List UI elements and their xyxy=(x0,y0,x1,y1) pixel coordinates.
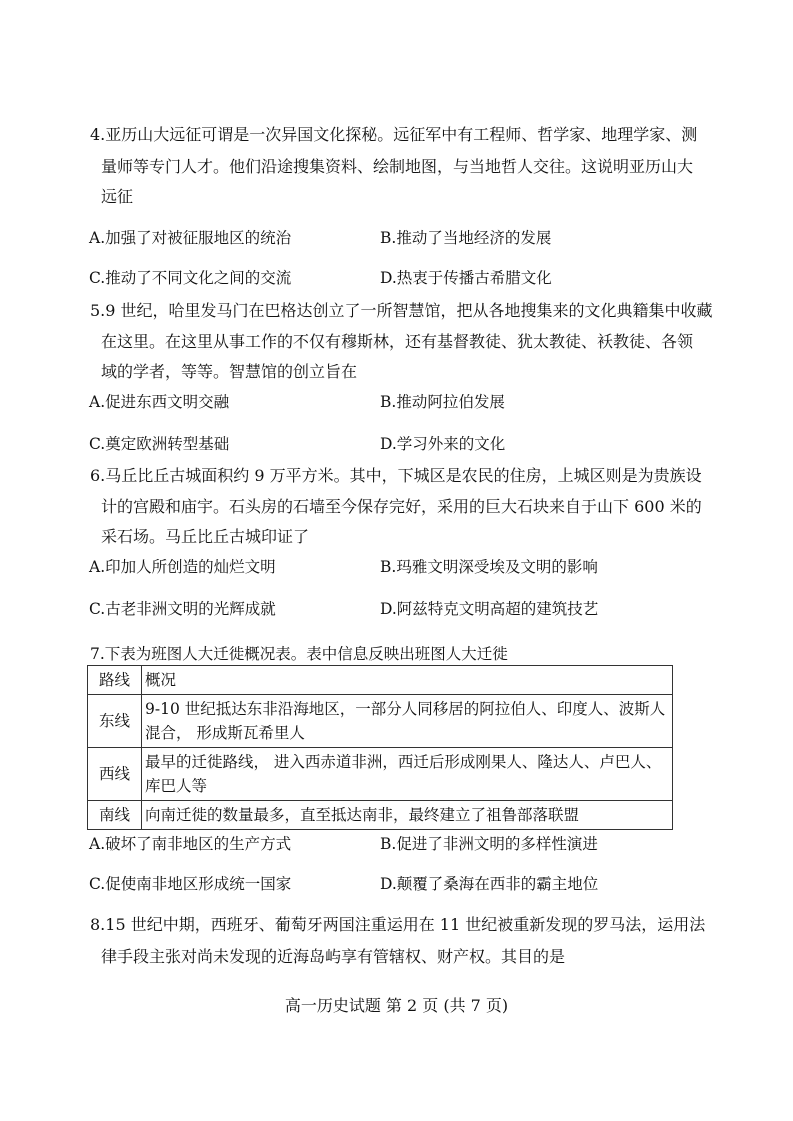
q6-option-b: B.玛雅文明深受埃及文明的影响 xyxy=(380,558,598,576)
q8-stem-line-1: 8.15 世纪中期，西班牙、葡萄牙两国注重运用在 11 世纪被重新发现的罗马法，运用法 xyxy=(90,915,706,934)
q4-stem-line-1: 4.亚历山大远征可谓是一次异国文化探秘。远征军中有工程师、哲学家、地理学家、测 xyxy=(90,125,698,144)
table-row xyxy=(88,748,673,801)
summary-cell: 最早的迁徙路线， 进入西赤道非洲，西迁后形成刚果人、隆达人、卢巴人、库巴人等 xyxy=(142,748,673,801)
q4-option-b: B.推动了当地经济的发展 xyxy=(380,229,552,247)
q4-option-a: A.加强了对被征服地区的统治 xyxy=(89,229,292,247)
q7-option-d: D.颠覆了桑海在西非的霸主地位 xyxy=(380,875,599,893)
q4-stem-line-3: 远征 xyxy=(101,187,134,206)
q6-stem-line-1: 6.马丘比丘古城面积约 9 万平方米。其中，下城区是农民的住房，上城区则是为贵族设 xyxy=(90,466,702,485)
q6-option-a: A.印加人所创造的灿烂文明 xyxy=(89,558,276,576)
page-footer: 高一历史试题 第 2 页 (共 7 页) xyxy=(284,996,509,1015)
q6-option-d: D.阿兹特克文明高超的建筑技艺 xyxy=(380,600,599,618)
q5-stem-line-2: 在这里。在这里从事工作的不仅有穆斯林，还有基督教徒、犹太教徒、袄教徒、各领 xyxy=(101,332,694,351)
q7-option-c: C.促使南非地区形成统一国家 xyxy=(89,875,292,893)
q5-option-b: B.推动阿拉伯发展 xyxy=(380,393,505,411)
q5-stem-line-3: 域的学者，等等。智慧馆的创立旨在 xyxy=(101,362,358,381)
route-cell: 西线 xyxy=(88,748,142,801)
q6-stem-line-3: 采石场。马丘比丘古城印证了 xyxy=(101,527,310,546)
q4-stem-line-2: 量师等专门人才。他们沿途搜集资料、绘制地图，与当地哲人交往。这说明亚历山大 xyxy=(101,157,694,176)
q4-option-c: C.推动了不同文化之间的交流 xyxy=(89,269,292,287)
table-header-route: 路线 xyxy=(88,666,142,695)
table-header-row xyxy=(88,666,673,695)
q5-stem-line-1: 5.9 世纪，哈里发马门在巴格达创立了一所智慧馆，把从各地搜集来的文化典籍集中收藏 xyxy=(90,301,713,320)
route-cell: 东线 xyxy=(88,695,142,748)
route-cell: 南线 xyxy=(88,801,142,830)
q6-option-c: C.古老非洲文明的光辉成就 xyxy=(89,600,276,618)
q7-stem: 7.下表为班图人大迁徙概况表。表中信息反映出班图人大迁徙 xyxy=(90,645,508,663)
table-row xyxy=(88,801,673,830)
q5-option-d: D.学习外来的文化 xyxy=(380,435,506,453)
q5-option-c: C.奠定欧洲转型基础 xyxy=(89,435,230,453)
q4-option-d: D.热衷于传播古希腊文化 xyxy=(380,269,552,287)
q7-option-b: B.促进了非洲文明的多样性演进 xyxy=(380,835,598,853)
table-header-summary: 概况 xyxy=(142,666,673,695)
q5-option-a: A.促进东西文明交融 xyxy=(89,393,230,411)
q6-stem-line-2: 计的宫殿和庙宇。石头房的石墙至今保存完好，采用的巨大石块来自于山下 600 米的 xyxy=(101,497,702,516)
summary-cell: 9-10 世纪抵达东非沿海地区，一部分人同移居的阿拉伯人、印度人、波斯人混合， 形成斯瓦希里人 xyxy=(142,695,673,748)
q7-option-a: A.破坏了南非地区的生产方式 xyxy=(89,835,292,853)
migration-table xyxy=(87,665,673,830)
table-row xyxy=(88,695,673,748)
q8-stem-line-2: 律手段主张对尚未发现的近海岛屿享有管辖权、财产权。其目的是 xyxy=(101,947,566,966)
summary-cell: 向南迁徙的数量最多，直至抵达南非，最终建立了祖鲁部落联盟 xyxy=(142,801,673,830)
